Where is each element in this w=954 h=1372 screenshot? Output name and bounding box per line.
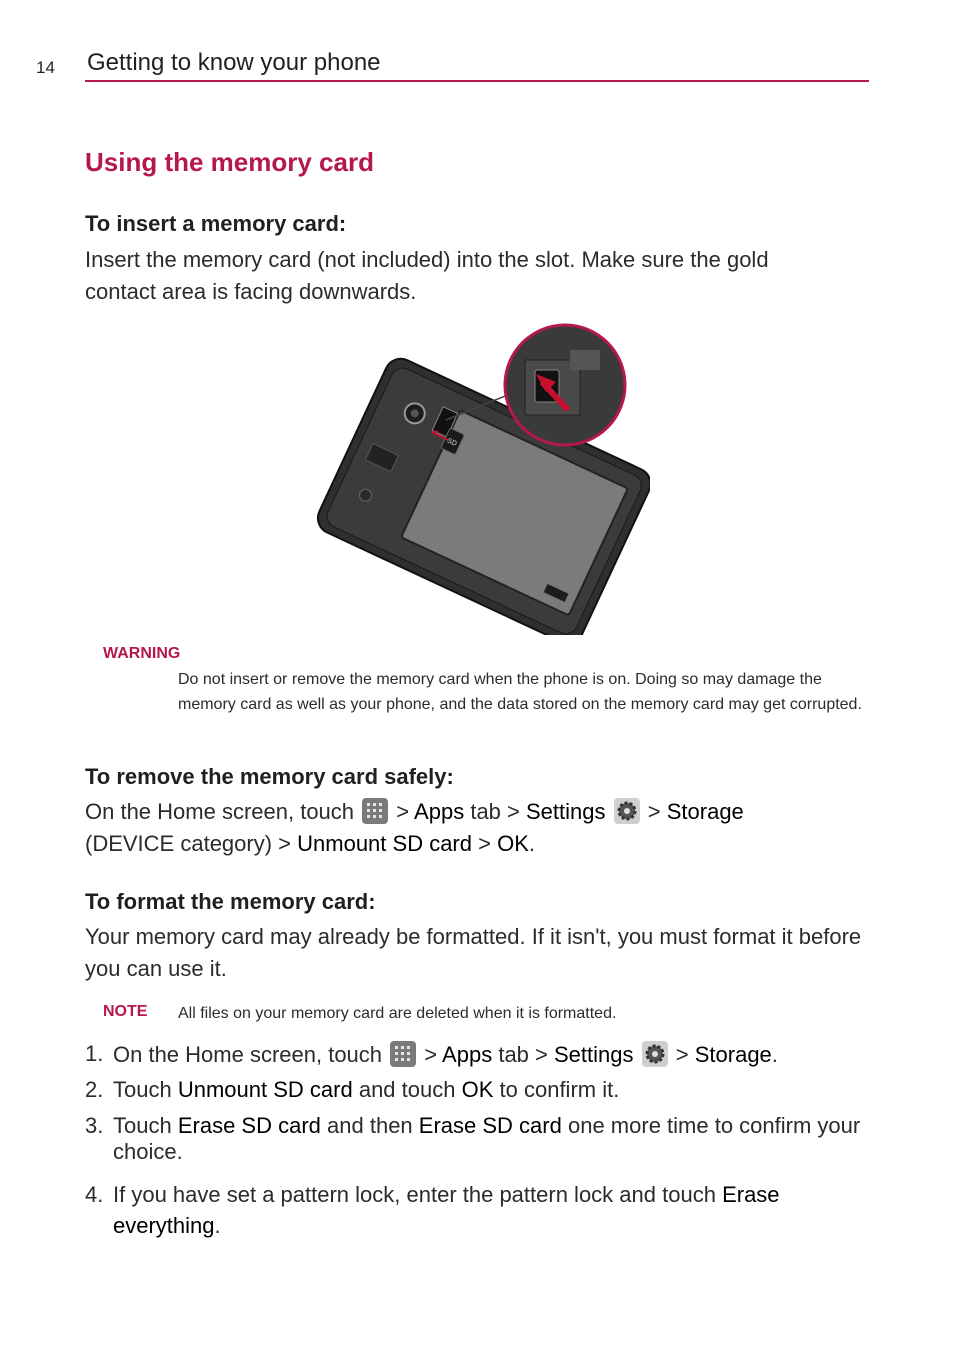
zoom-callout [505,325,625,445]
warning-label: WARNING [103,645,181,662]
settings-gear-icon [614,798,640,824]
insert-heading: To insert a memory card: [85,211,347,236]
phone-memory-card-illustration [310,320,650,635]
apps-icon [390,1041,416,1067]
step-2: 2. Touch Unmount SD card and touch OK to confirm it. [85,1077,620,1102]
step-4: 4. If you have set a pattern lock, enter the pattern lock and touch Erase everything. [85,1182,780,1238]
note-label: NOTE [103,1003,148,1020]
insert-text: Insert the memory card (not included) into the slot. Make sure the gold contact area is facing downwards. [85,247,769,304]
memory-card-label: SD [445,437,458,448]
apps-icon [362,798,388,824]
section-title: Using the memory card [85,147,374,177]
remove-heading: To remove the memory card safely: [85,764,454,789]
settings-gear-icon [642,1041,668,1067]
format-text: Your memory card may already be formatted. If it isn't, you must format it before you can use it. [85,924,862,981]
page-number: 14 [36,58,55,77]
header-title: Getting to know your phone [87,49,381,76]
format-heading: To format the memory card: [85,889,376,914]
step-1: 1. On the Home screen, touch > Apps tab > Settings > Storage. [85,1041,778,1067]
remove-instructions: On the Home screen, touch > Apps tab > Settings > Storage (DEVICE category) > Unmount SD card > OK. [85,799,744,856]
warning-text: Do not insert or remove the memory card when the phone is on. Doing so may damage the memory card as well as your phone, and the data stored on the memory card may get corrupted. [178,671,862,713]
step-3: 3. Touch Erase SD card and then Erase SD card one more time to confirm your choice. [85,1113,861,1164]
header-divider [85,80,869,82]
note-text: All files on your memory card are deleted when it is formatted. [178,1005,617,1022]
